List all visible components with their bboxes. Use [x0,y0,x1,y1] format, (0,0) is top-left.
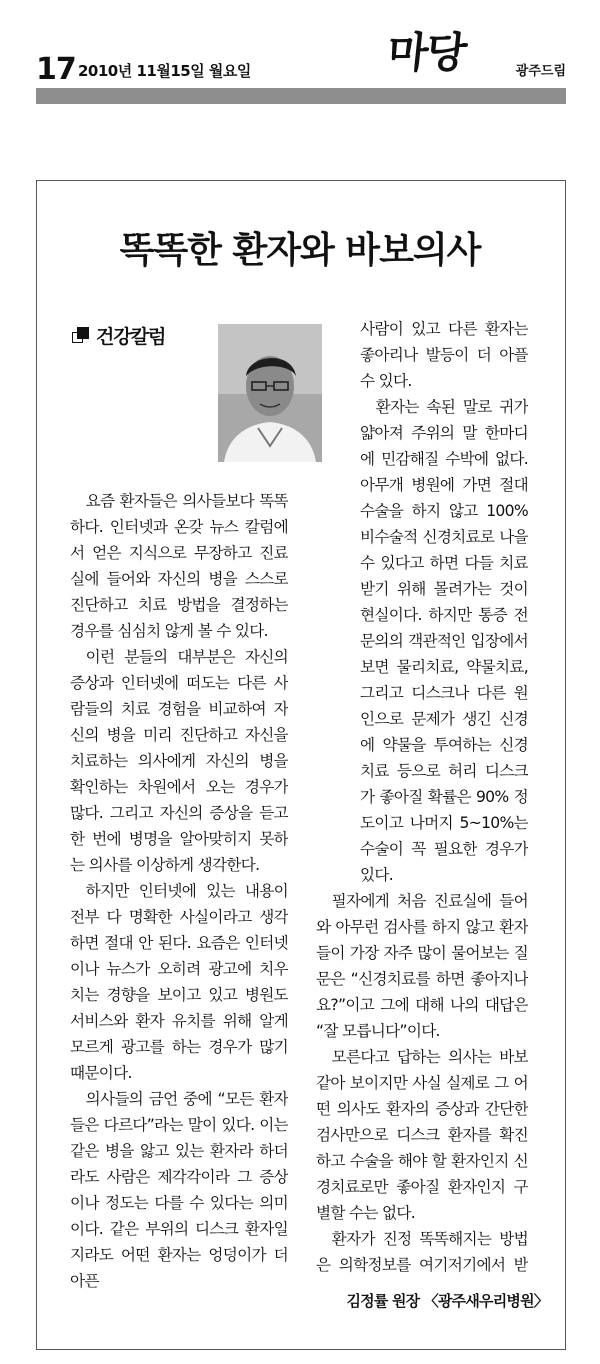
article-headline: 똑똑한 환자와 바보의사 [119,229,481,271]
right-paragraph-2: 환자는 속된 말로 귀가 얇아져 주위의 말 한마디에 민감해질 수박에 없다. 아무개 병원에 가면 절대 수술을 하지 않고 100% 비수술적 신경치료로 나을 수 있다고 하면 다들 치료 받기 위해 몰려가는 것이 현실이다. 하지만 통증 전문의의 객관적인 입장에서 보면 물리치료, 약물치료, 그리고 디스크나 다른 원인으로 문제가 생긴 신경에 약물을 투여하는 신경 치료 등으로 허리 디스크가 좋아질 확률은 90% 정도이고 나머지 5~10%는 수술이 꼭 필요한 경우가 있다. [360,398,528,884]
right-paragraph-4: 모른다고 답하는 의사는 바보 같아 보이지만 사실 실제로 그 어떤 의사도 환자의 증상과 간단한 검사만으로 디스크 환자를 확진하고 수술을 해야 할 환자인지 신경치료로만 좋아질 환자인지 구별할 수는 없다. [316,1048,528,1222]
header-rule [36,88,566,104]
left-paragraph-3: 하지만 인터넷에 있는 내용이 전부 다 명확한 사실이라고 생각하면 절대 안 된다. 요즘은 인터넷이나 뉴스가 오히려 광고에 치우치는 경향을 보이고 있고 병원도 서비스와 환자 유치를 위해 알게 모르게 광고를 하는 경우가 많기 때문이다. [70,882,288,1082]
author-byline: 김정률 원장 〈광주새우리병원〉 [346,1292,548,1310]
section-label: 건강칼럼 [96,326,166,348]
left-paragraph-4: 의사들의 금언 중에 “모든 환자들은 다르다”라는 말이 있다. 이는 같은 병을 앓고 있는 환자라 하더라도 사람은 제각각이라 그 증상이나 정도는 다를 수 있다는 의미이다. 같은 부위의 디스크 환자일지라도 어떤 환자는 엉덩이가 더 아픈 [70,1090,288,1290]
section-brand: 마당 [385,28,468,77]
left-paragraph-1: 요즘 환자들은 의사들보다 똑똑하다. 인터넷과 온갖 뉴스 칼럼에서 얻은 지식으로 무장하고 진료실에 들어와 자신의 병을 스스로 진단하고 치료 방법을 결정하는 경우를 심심치 않게 볼 수 있다. [70,492,288,640]
author-photo [218,324,322,462]
publication-name: 광주드림 [515,64,566,79]
author-portrait [218,324,322,462]
right-paragraph-3: 필자에게 처음 진료실에 들어와 아무런 검사를 하지 않고 환자들이 가장 자주 많이 물어보는 질문은 “신경치료를 하면 좋아지나요?”이고 그에 대해 나의 대답은 “잘 모릅니다”이다. [316,892,528,1040]
right-paragraph-1: 사람이 있고 다른 환자는 좋아리나 발등이 더 아플 수 있다. [360,320,528,390]
column-section-label [72,322,165,349]
square-bullet-icon [72,327,90,345]
masthead [36,0,566,104]
left-paragraph-2: 이런 분들의 대부분은 자신의 증상과 인터넷에 떠도는 다른 사람들의 치료 경험을 비교하여 자신의 병을 미리 진단하고 자신을 치료하는 의사에게 자신의 병을 확인하는 차원에서 오는 경우가 많다. 그리고 자신의 증상을 듣고 한 번에 병명을 알아맞히지 못하는 의사를 이상하게 생각한다. [70,648,288,874]
article-column-left [70,488,288,1316]
article-column-right [316,316,528,1278]
right-paragraph-5: 환자가 진정 똑똑해지는 방법은 의학정보를 여기저기에서 받 [316,1230,528,1274]
issue-date: 2010년 11월15일 월요일 [78,62,251,80]
page-number: 17 [36,52,76,87]
